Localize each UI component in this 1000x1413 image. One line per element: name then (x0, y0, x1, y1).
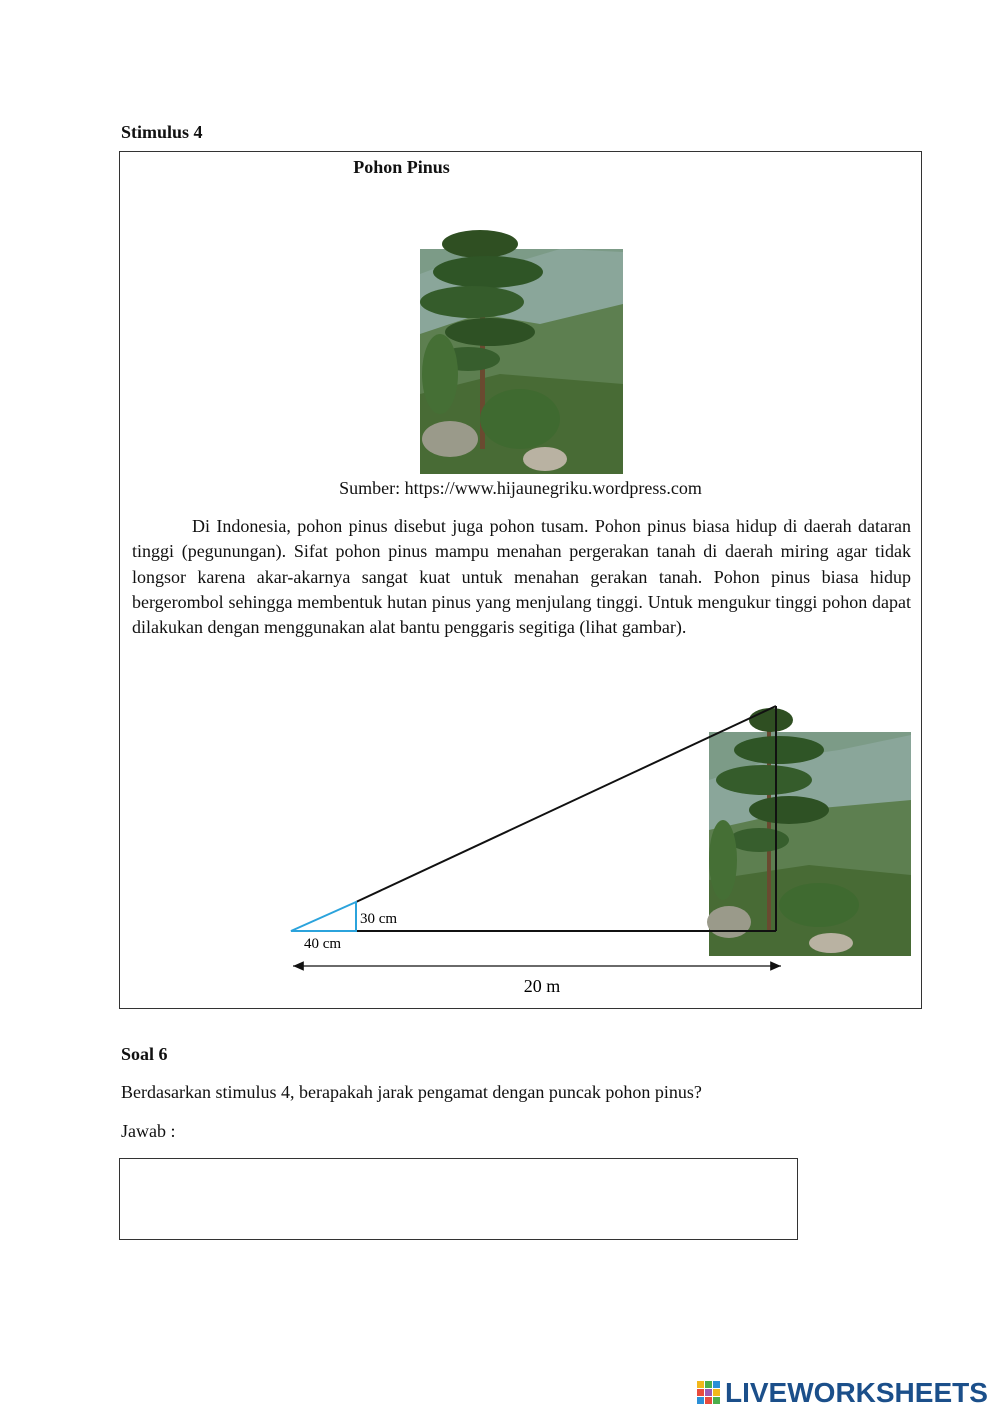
stimulus-heading: Stimulus 4 (121, 122, 203, 142)
image-caption: Sumber: https://www.hijaunegriku.wordpress.com (339, 478, 702, 498)
liveworksheets-logo-icon (697, 1379, 721, 1407)
pine-tree-photo (707, 708, 911, 956)
stimulus-title: Pohon Pinus (353, 157, 450, 177)
distance-label: 20 m (523, 976, 561, 996)
pine-tree-photo (420, 214, 623, 474)
tree-height-diagram (119, 690, 922, 1005)
question-text: Berdasarkan stimulus 4, berapakah jarak pengamat dengan puncak pohon pinus? (121, 1082, 702, 1102)
ruler-base-label: 40 cm (304, 936, 342, 952)
question-heading: Soal 6 (121, 1044, 168, 1064)
stimulus-paragraph: Di Indonesia, pohon pinus disebut juga pohon tusam. Pohon pinus biasa hidup di daerah dataran tinggi (pegunungan). Sifat pohon pinus mampu menahan pergerakan tanah di daerah miring agar tidak longsor karena akar-akarnya sangat kuat untuk menahan gerakan tanah. Pohon pinus biasa hidup bergerombol sehingga membentuk hutan pinus yang menjulang tinggi. Untuk mengukur tinggi pohon dapat dilakukan dengan menggunakan alat bantu penggaris segitiga (lihat gambar). (132, 516, 911, 638)
liveworksheets-logo (697, 1376, 988, 1410)
triangle-ruler (291, 902, 356, 931)
ruler-height-label: 30 cm (360, 911, 398, 927)
logo-text: LIVEWORKSHEETS (725, 1377, 988, 1408)
answer-label: Jawab : (121, 1121, 176, 1141)
answer-input[interactable] (119, 1158, 798, 1240)
